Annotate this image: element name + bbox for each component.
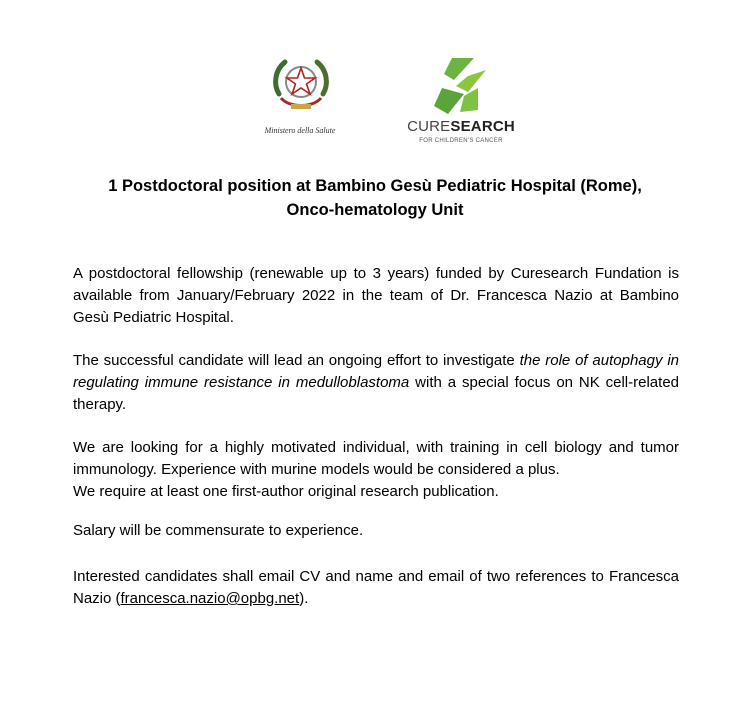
paragraph-funding: A postdoctoral fellowship (renewable up to 3 years) funded by Curesearch Fundation is available from January/February 2022 in the team of Dr. Francesca Nazio at Bambino Gesù Pediatric Hospital. xyxy=(73,265,679,326)
ministry-emblem-icon xyxy=(269,54,333,118)
title-line-1: 1 Postdoctoral position at Bambino Gesù Pediatric Hospital (Rome), xyxy=(108,177,642,195)
page-title xyxy=(60,174,690,222)
curesearch-logo xyxy=(396,52,526,156)
project-text-before: The successful candidate will lead an ongoing effort to investigate xyxy=(73,352,520,369)
ministry-logo xyxy=(255,52,345,144)
paragraph-contact xyxy=(73,566,679,610)
curesearch-mark-icon xyxy=(434,58,486,114)
contact-email-link[interactable]: francesca.nazio@opbg.net xyxy=(120,590,300,607)
curesearch-tagline: FOR CHILDREN'S CANCER xyxy=(419,138,503,144)
project-topic: the role of autophagy in regulating immune resistance in medulloblastoma xyxy=(73,352,679,391)
paragraph-requirements xyxy=(73,437,679,503)
requirements-line-2: We require at least one first-author original research publication. xyxy=(73,483,499,500)
requirements-line-1: We are looking for a highly motivated individual, with training in cell biology and tumor immunology. Experience with murine models would be considered a plus. xyxy=(73,439,679,478)
project-text-after: with a special focus on NK cell-related therapy. xyxy=(73,374,679,413)
paragraph-salary: Salary will be commensurate to experience. xyxy=(73,522,364,539)
contact-text-after: ). xyxy=(299,590,309,607)
curesearch-wordmark xyxy=(396,118,526,135)
wordmark-cure: CURE xyxy=(407,118,451,135)
title-line-2: Onco-hematology Unit xyxy=(286,201,464,219)
ministry-caption: Ministero della Salute xyxy=(264,126,336,135)
paragraph-project xyxy=(73,350,679,416)
wordmark-search: SEARCH xyxy=(450,118,515,135)
contact-text-before: Interested candidates shall email CV and name and email of two references to Francesca Nazio ( xyxy=(73,568,679,607)
